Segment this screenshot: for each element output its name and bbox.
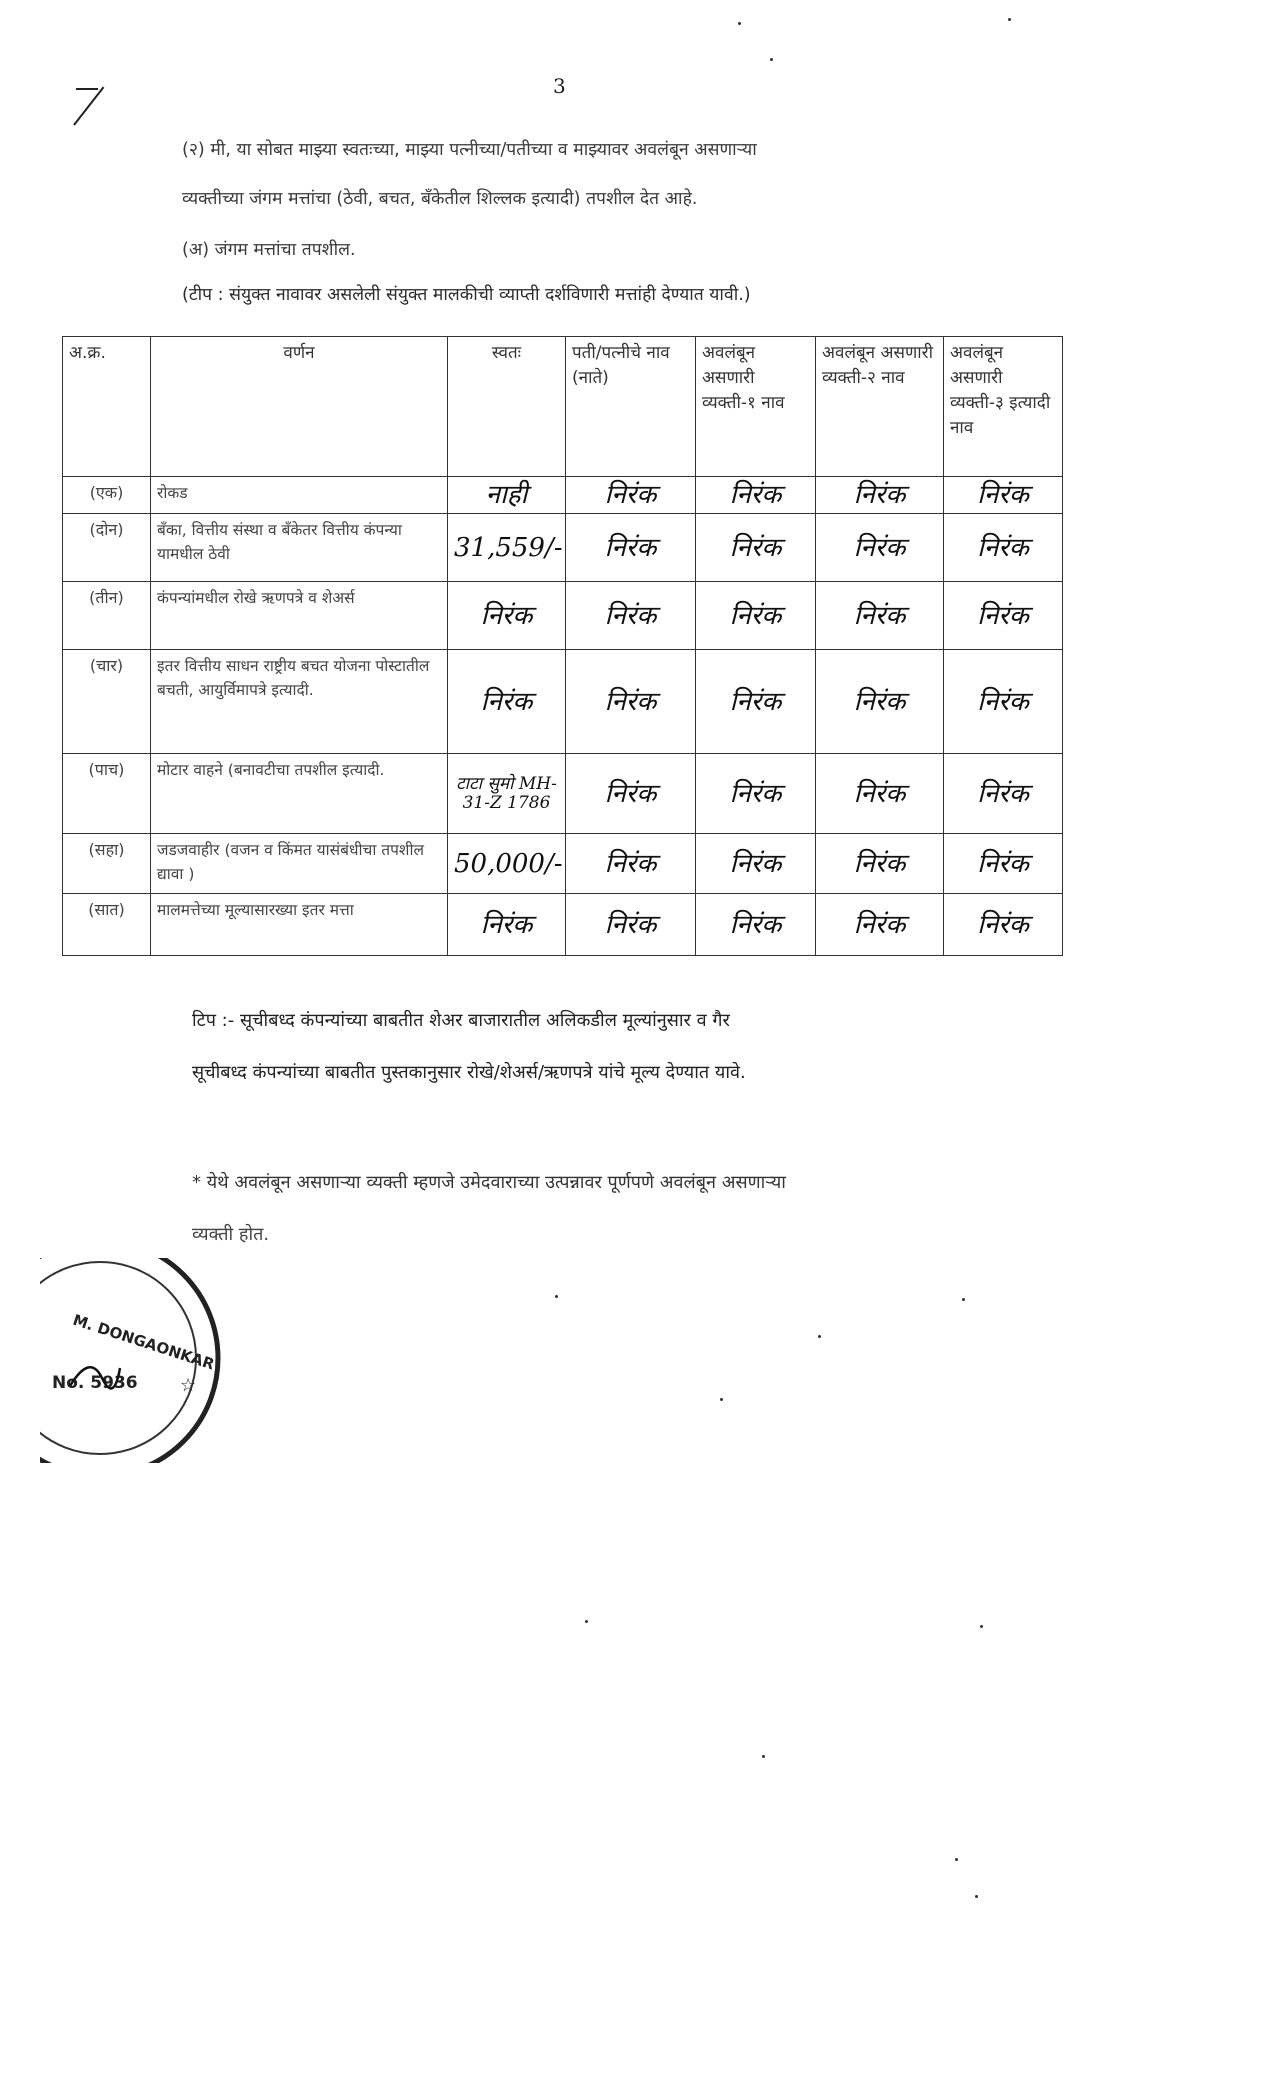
footnote-line-2: व्यक्ती होत. [192, 1224, 270, 1245]
cell-spouse: निरंक [566, 754, 696, 834]
cell-dependent-2: निरंक [816, 514, 944, 582]
stamp-reg-no: No. 5936 [52, 1373, 138, 1393]
note-line-1: टिप :- सूचीबध्द कंपन्यांच्या बाबतीत शेअर बाजारातील अलिकडील मूल्यांनुसार व गैर [192, 1010, 730, 1031]
stamp-name: M. DONGAONKAR [70, 1310, 217, 1374]
cell-spouse: निरंक [566, 514, 696, 582]
table-header-row [63, 337, 1063, 477]
scan-speck [980, 1625, 983, 1628]
cell-spouse: निरंक [566, 894, 696, 956]
row-number: (चार) [63, 650, 151, 754]
table-row [63, 582, 1063, 650]
row-number: (तीन) [63, 582, 151, 650]
table-row [63, 650, 1063, 754]
header-serial: अ.क्र. [63, 337, 151, 477]
cell-dependent-2: निरंक [816, 754, 944, 834]
cell-dependent-1: निरंक [696, 650, 816, 754]
cell-dependent-2: निरंक [816, 650, 944, 754]
cell-dependent-2: निरंक [816, 582, 944, 650]
scan-speck [762, 1755, 765, 1758]
intro-line-3: (अ) जंगम मत्तांचा तपशील. [182, 240, 356, 260]
scan-speck [962, 1298, 965, 1301]
cell-dependent-3: निरंक [944, 582, 1063, 650]
scan-speck [1008, 18, 1011, 21]
scan-speck [585, 1620, 588, 1623]
cell-dependent-3: निरंक [944, 834, 1063, 894]
cell-dependent-3: निरंक [944, 754, 1063, 834]
table-row [63, 894, 1063, 956]
row-description: कंपन्यांमधील रोखे ऋणपत्रे व शेअर्स [151, 582, 448, 650]
cell-self: निरंक [448, 582, 566, 650]
cell-dependent-1: निरंक [696, 754, 816, 834]
row-description: जडजवाहीर (वजन व किंमत यासंबंधीचा तपशील द्यावा ) [151, 834, 448, 894]
cell-dependent-1: निरंक [696, 477, 816, 514]
cell-spouse: निरंक [566, 650, 696, 754]
row-number: (दोन) [63, 514, 151, 582]
footnote-line-1: * येथे अवलंबून असणाऱ्या व्यक्ती म्हणजे उमेदवाराच्या उत्पन्नावर पूर्णपणे अवलंबून असणाऱ्या [192, 1172, 786, 1193]
note-line-2: सूचीबध्द कंपन्यांच्या बाबतीत पुस्तकानुसार रोखे/शेअर्स/ऋणपत्रे यांचे मूल्य देण्यात यावे. [192, 1062, 746, 1083]
scan-speck [955, 1858, 958, 1861]
cell-dependent-2: निरंक [816, 477, 944, 514]
cell-dependent-3: निरंक [944, 514, 1063, 582]
row-number: (सहा) [63, 834, 151, 894]
row-number: (पाच) [63, 754, 151, 834]
header-dependent-3: अवलंबून असणारी व्यक्ती-३ इत्यादी नाव [944, 337, 1063, 477]
scan-speck [818, 1335, 821, 1338]
scan-speck [555, 1295, 558, 1298]
cell-self: 50,000/- [448, 834, 566, 894]
cell-spouse: निरंक [566, 582, 696, 650]
header-dependent-1: अवलंबून असणारी व्यक्ती-१ नाव [696, 337, 816, 477]
top-dash-mark [76, 88, 98, 90]
header-spouse: पती/पत्नीचे नाव (नाते) [566, 337, 696, 477]
cell-dependent-2: निरंक [816, 834, 944, 894]
header-description: वर्णन [151, 337, 448, 477]
row-description: बँका, वित्तीय संस्था व बँकेतर वित्तीय कंपन्या यामधील ठेवी [151, 514, 448, 582]
row-description: इतर वित्तीय साधन राष्ट्रीय बचत योजना पोस्टातील बचती, आयुर्विमापत्रे इत्यादी. [151, 650, 448, 754]
cell-spouse: निरंक [566, 477, 696, 514]
notary-stamp [40, 1258, 225, 1463]
row-number: (सात) [63, 894, 151, 956]
cell-dependent-1: निरंक [696, 894, 816, 956]
intro-line-1: (२) मी, या सोबत माझ्या स्वतःच्या, माझ्या पत्नीच्या/पतीच्या व माझ्यावर अवलंबून असणाऱ्या [182, 140, 757, 160]
scan-speck [738, 22, 741, 25]
row-description: मालमत्तेच्या मूल्यासारख्या इतर मत्ता [151, 894, 448, 956]
cell-dependent-1: निरंक [696, 582, 816, 650]
table-row [63, 477, 1063, 514]
row-number: (एक) [63, 477, 151, 514]
margin-slash-mark [73, 87, 104, 126]
cell-dependent-3: निरंक [944, 477, 1063, 514]
cell-dependent-2: निरंक [816, 894, 944, 956]
row-description: मोटार वाहने (बनावटीचा तपशील इत्यादी. [151, 754, 448, 834]
cell-dependent-1: निरंक [696, 514, 816, 582]
intro-line-4: (टीप : संयुक्त नावावर असलेली संयुक्त मालकीची व्याप्ती दर्शविणारी मत्तांही देण्यात यावी.) [182, 285, 751, 305]
cell-dependent-3: निरंक [944, 894, 1063, 956]
cell-self: नाही [448, 477, 566, 514]
table-row [63, 514, 1063, 582]
scan-speck [770, 58, 773, 61]
cell-self: निरंक [448, 894, 566, 956]
scan-speck [975, 1895, 978, 1898]
table-row [63, 754, 1063, 834]
table-row [63, 834, 1063, 894]
header-dependent-2: अवलंबून असणारी व्यक्ती-२ नाव [816, 337, 944, 477]
cell-self: 31,559/- [448, 514, 566, 582]
cell-self: निरंक [448, 650, 566, 754]
row-description: रोकड [151, 477, 448, 514]
intro-line-2: व्यक्तीच्या जंगम मत्तांचा (ठेवी, बचत, बँकेतील शिल्लक इत्यादी) तपशील देत आहे. [182, 189, 698, 209]
header-self: स्वतः [448, 337, 566, 477]
cell-dependent-3: निरंक [944, 650, 1063, 754]
stamp-star-icon: ☆ [180, 1375, 197, 1396]
movable-assets-table [62, 336, 1063, 956]
scan-speck [720, 1398, 723, 1401]
page-number: 3 [553, 74, 566, 98]
cell-dependent-1: निरंक [696, 834, 816, 894]
cell-spouse: निरंक [566, 834, 696, 894]
cell-self: टाटा सुमो MH-31-Z 1786 [448, 754, 566, 834]
